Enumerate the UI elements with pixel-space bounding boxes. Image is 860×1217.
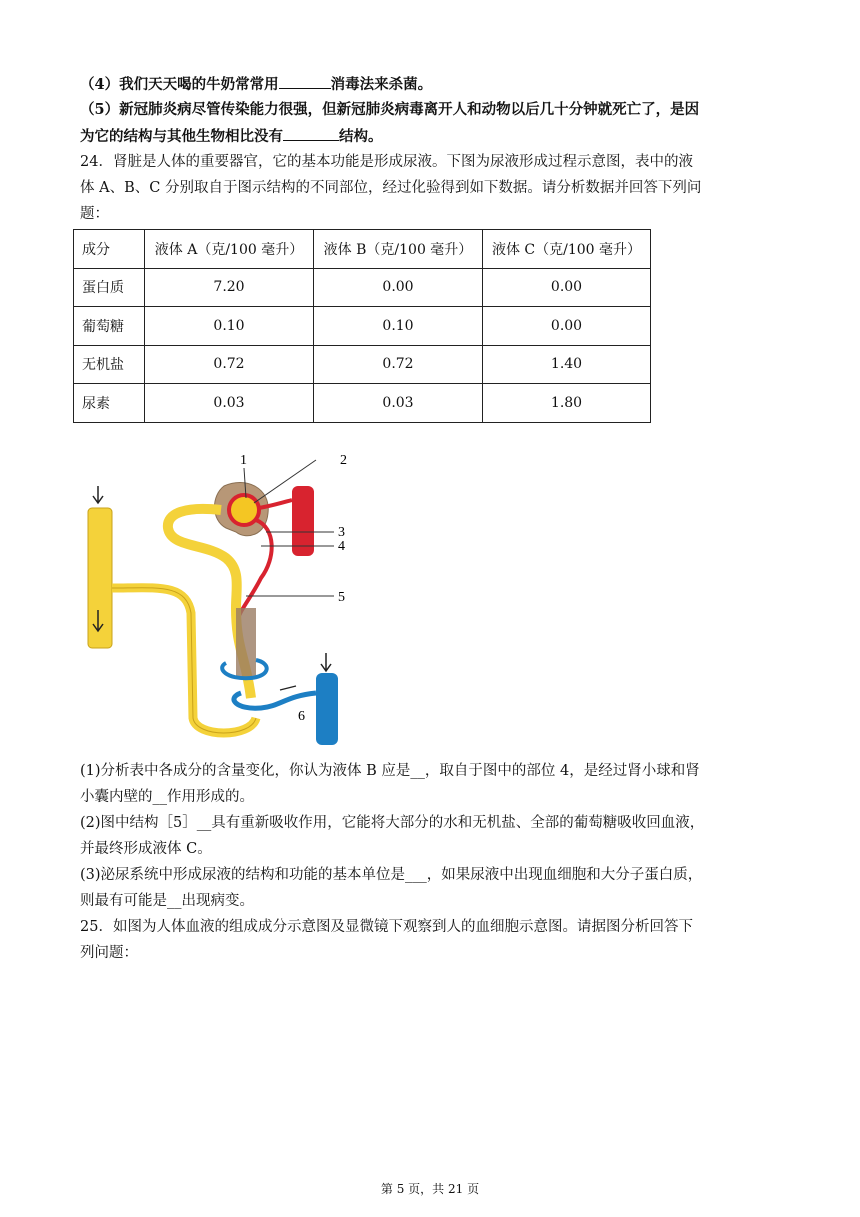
q24-sub2-line1: (2)图中结构［5］__具有重新吸收作用，它能将大部分的水和无机盐、全部的葡萄糖吸收回血液， bbox=[80, 815, 705, 831]
arrow-down-icon bbox=[93, 486, 103, 503]
q24-sub3-line1: (3)泌尿系统中形成尿液的结构和功能的基本单位是___，如果尿液中出现血细胞和大分子蛋白质， bbox=[80, 867, 703, 883]
label-1: 1 bbox=[240, 453, 247, 468]
table-row bbox=[74, 345, 651, 384]
nephron-diagram bbox=[76, 448, 366, 748]
table-cell: 1.80 bbox=[483, 384, 651, 423]
table-row bbox=[74, 307, 651, 346]
table-cell: 0.00 bbox=[483, 268, 651, 307]
q24-sub1-line1: (1)分析表中各成分的含量变化，你认为液体 B 应是__，取自于图中的部位 4，是经过肾小球和肾 bbox=[80, 763, 700, 779]
q24-sub3-line2: 则最有可能是__出现病变。 bbox=[80, 893, 254, 909]
q-item-4: （4）我们天天喝的牛奶常常用 消毒法来杀菌。 bbox=[80, 76, 433, 93]
table-cell: 0.00 bbox=[314, 268, 483, 307]
table-cell: 无机盐 bbox=[74, 345, 145, 384]
q24-intro-line1: 24．肾脏是人体的重要器官，它的基本功能是形成尿液。下图为尿液形成过程示意图，表中的液 bbox=[80, 154, 693, 170]
table-cell: 0.72 bbox=[145, 345, 314, 384]
q24-intro-line3: 题： bbox=[80, 206, 109, 222]
tubule-segment bbox=[236, 608, 256, 678]
table-cell: 尿素 bbox=[74, 384, 145, 423]
arrow-down-icon bbox=[321, 653, 331, 671]
composition-table bbox=[73, 229, 651, 423]
table-cell: 蛋白质 bbox=[74, 268, 145, 307]
table-header: 液体 A（克/100 毫升） bbox=[145, 230, 314, 269]
table-header-row bbox=[74, 230, 651, 269]
table-cell: 0.10 bbox=[145, 307, 314, 346]
table-cell: 0.72 bbox=[314, 345, 483, 384]
q-item-5-line1: （5）新冠肺炎病尽管传染能力很强，但新冠肺炎病毒离开人和动物以后几十分钟就死亡了，是因 bbox=[80, 101, 700, 118]
answer-blank[interactable] bbox=[279, 74, 331, 89]
table-cell: 0.10 bbox=[314, 307, 483, 346]
efferent-arteriole bbox=[236, 520, 272, 623]
answer-blank[interactable] bbox=[283, 126, 339, 141]
renal-vein bbox=[316, 673, 338, 745]
label-6: 6 bbox=[298, 709, 305, 724]
label-4: 4 bbox=[338, 539, 345, 554]
table-cell: 葡萄糖 bbox=[74, 307, 145, 346]
label-5: 5 bbox=[338, 590, 345, 605]
arrow-icon bbox=[280, 686, 296, 690]
table-cell: 0.00 bbox=[483, 307, 651, 346]
q24-sub1-line2: 小囊内壁的__作用形成的。 bbox=[80, 789, 254, 805]
q25-line2: 列问题： bbox=[80, 945, 138, 961]
label-2: 2 bbox=[340, 453, 347, 468]
table-row bbox=[74, 268, 651, 307]
table-header: 液体 C（克/100 毫升） bbox=[483, 230, 651, 269]
table-cell: 0.03 bbox=[145, 384, 314, 423]
table-cell: 7.20 bbox=[145, 268, 314, 307]
table-header: 成分 bbox=[74, 230, 145, 269]
page-footer: 第 5 页，共 21 页 bbox=[380, 1182, 480, 1196]
table-header: 液体 B（克/100 毫升） bbox=[314, 230, 483, 269]
glomerulus bbox=[229, 495, 259, 525]
q24-sub2-line2: 并最终形成液体 C。 bbox=[80, 841, 212, 857]
table-cell: 1.40 bbox=[483, 345, 651, 384]
q-item-5-line2: 为它的结构与其他生物相比没有 结构。 bbox=[80, 128, 383, 145]
q25-line1: 25．如图为人体血液的组成成分示意图及显微镜下观察到人的血细胞示意图。请据图分析回答下 bbox=[80, 919, 693, 935]
q24-intro-line2: 体 A、B、C 分别取自于图示结构的不同部位，经过化验得到如下数据。请分析数据并回答下列问 bbox=[80, 180, 702, 196]
table-cell: 0.03 bbox=[314, 384, 483, 423]
label-3: 3 bbox=[338, 525, 345, 540]
table-row bbox=[74, 384, 651, 423]
